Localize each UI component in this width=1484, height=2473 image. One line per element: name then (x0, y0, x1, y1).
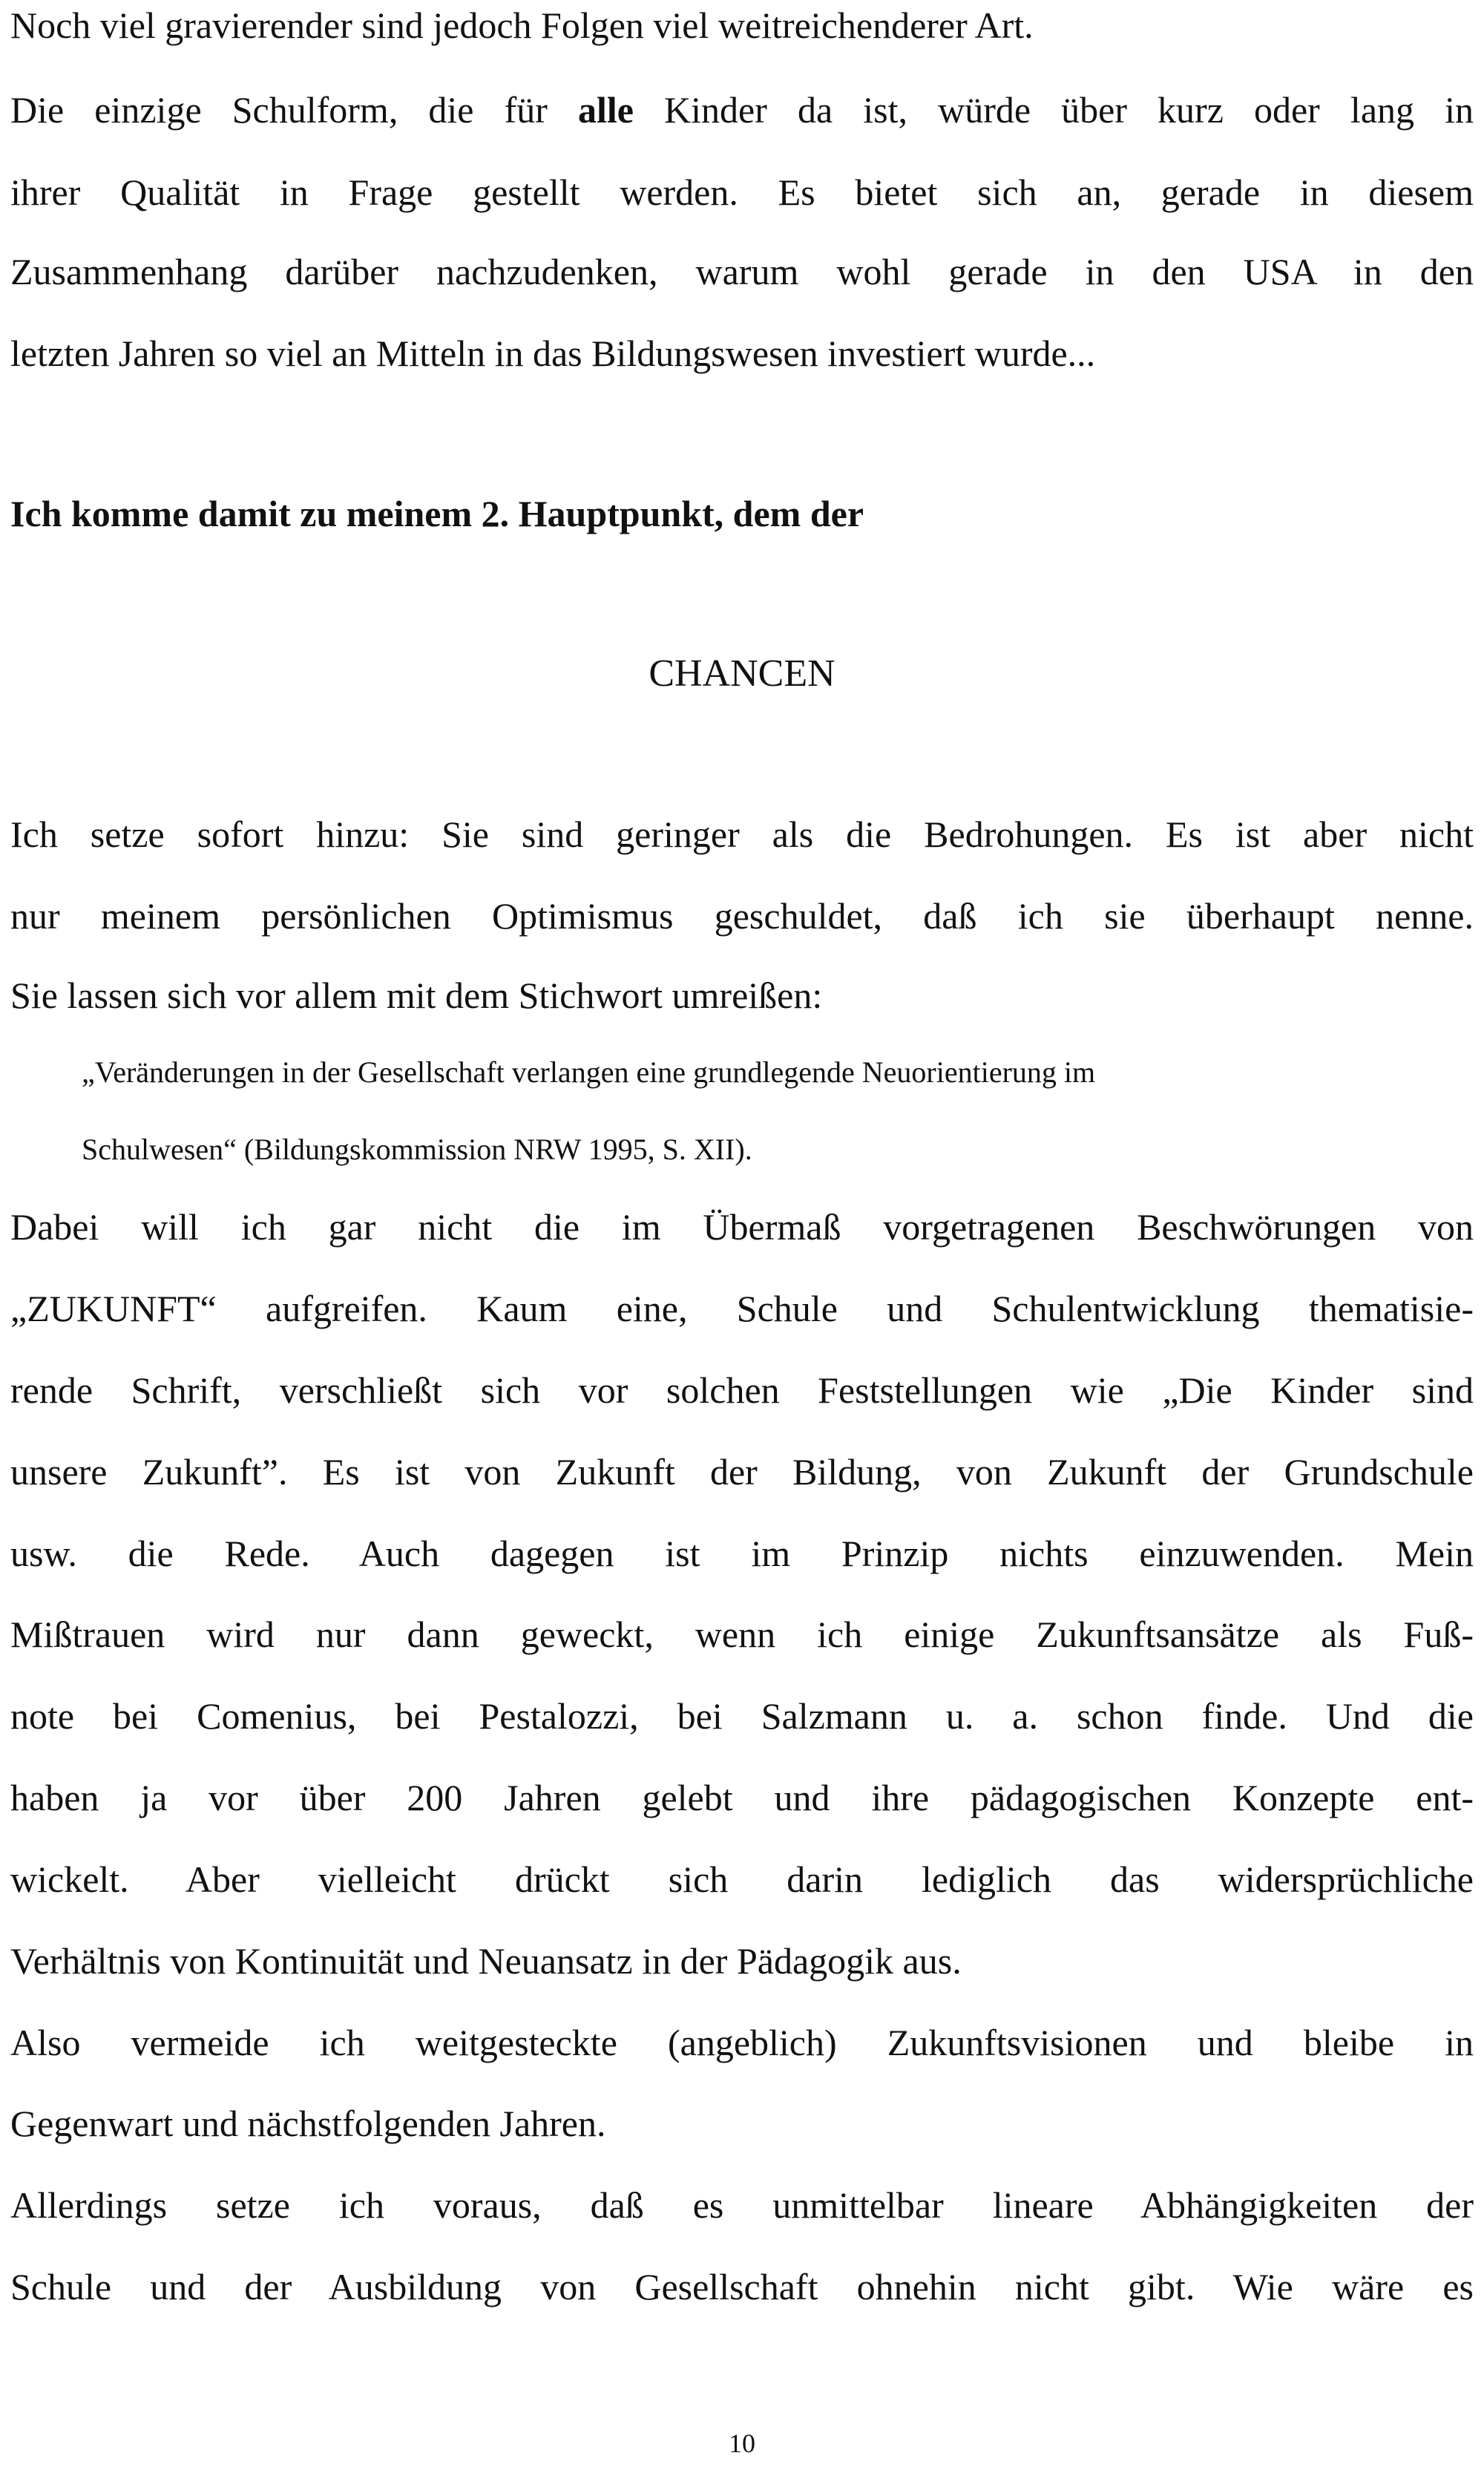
text-fragment: Kinder da ist, würde über kurz oder lang in (633, 89, 1474, 131)
text-line: Gegenwart und nächstfolgenden Jahren. (10, 2103, 606, 2144)
text-line: Dabei will ich gar nicht die im Übermaß vorgetragenen Beschwörungen von (10, 1206, 1474, 1248)
text-line: Sie lassen sich vor allem mit dem Stichwort umreißen: (10, 975, 823, 1016)
text-fragment: Die einzige Schulform, die für (10, 89, 578, 131)
text-line: Verhältnis von Kontinuität und Neuansatz in der Pädagogik aus. (10, 1940, 962, 1982)
heading-chancen: CHANCEN (649, 652, 835, 695)
section-heading: Ich komme damit zu meinem 2. Hauptpunkt, dem der (10, 493, 864, 534)
text-line: rende Schrift, verschließt sich vor solchen Feststellungen wie „Die Kinder sind (10, 1369, 1474, 1411)
text-line: ihrer Qualität in Frage gestellt werden. Es bietet sich an, gerade in diesem (10, 171, 1474, 213)
text-line: letzten Jahren so viel an Mitteln in das Bildungswesen investiert wurde... (10, 333, 1096, 374)
text-line: wickelt. Aber vielleicht drückt sich darin lediglich das widersprüchliche (10, 1858, 1474, 1900)
text-line: Schule und der Ausbildung von Gesellschaft ohnehin nicht gibt. Wie wäre es (10, 2266, 1474, 2307)
quote-line: Schulwesen“ (Bildungskommission NRW 1995, S. XII). (82, 1133, 752, 1166)
text-line: Ich setze sofort hinzu: Sie sind geringer als die Bedrohungen. Es ist aber nicht (10, 813, 1474, 855)
page-number: 10 (729, 2428, 755, 2458)
text-line: nur meinem persönlichen Optimismus geschuldet, daß ich sie überhaupt nenne. (10, 895, 1474, 937)
text-line: Allerdings setze ich voraus, daß es unmittelbar lineare Abhängigkeiten der (10, 2184, 1474, 2226)
text-line: Mißtrauen wird nur dann geweckt, wenn ich einige Zukunftsansätze als Fuß- (10, 1614, 1474, 1655)
text-line: note bei Comenius, bei Pestalozzi, bei Salzmann u. a. schon finde. Und die (10, 1695, 1474, 1737)
text-line: unsere Zukunft”. Es ist von Zukunft der Bildung, von Zukunft der Grundschule (10, 1451, 1474, 1493)
quote-line: „Veränderungen in der Gesellschaft verlangen eine grundlegende Neuorientierung im (82, 1055, 1096, 1089)
text-line: Noch viel gravierender sind jedoch Folgen viel weitreichenderer Art. (10, 4, 1034, 46)
text-line: Zusammenhang darüber nachzudenken, warum wohl gerade in den USA in den (10, 251, 1474, 292)
text-line: haben ja vor über 200 Jahren gelebt und ihre pädagogischen Konzepte ent- (10, 1777, 1474, 1818)
text-line: „ZUKUNFT“ aufgreifen. Kaum eine, Schule und Schulentwicklung thematisie- (10, 1288, 1474, 1329)
bold-word: alle (577, 89, 634, 131)
text-line: Also vermeide ich weitgesteckte (angeblich) Zukunftsvisionen und bleibe in (10, 2022, 1474, 2063)
text-line (10, 88, 1474, 132)
text-line: usw. die Rede. Auch dagegen ist im Prinzip nichts einzuwenden. Mein (10, 1533, 1474, 1574)
